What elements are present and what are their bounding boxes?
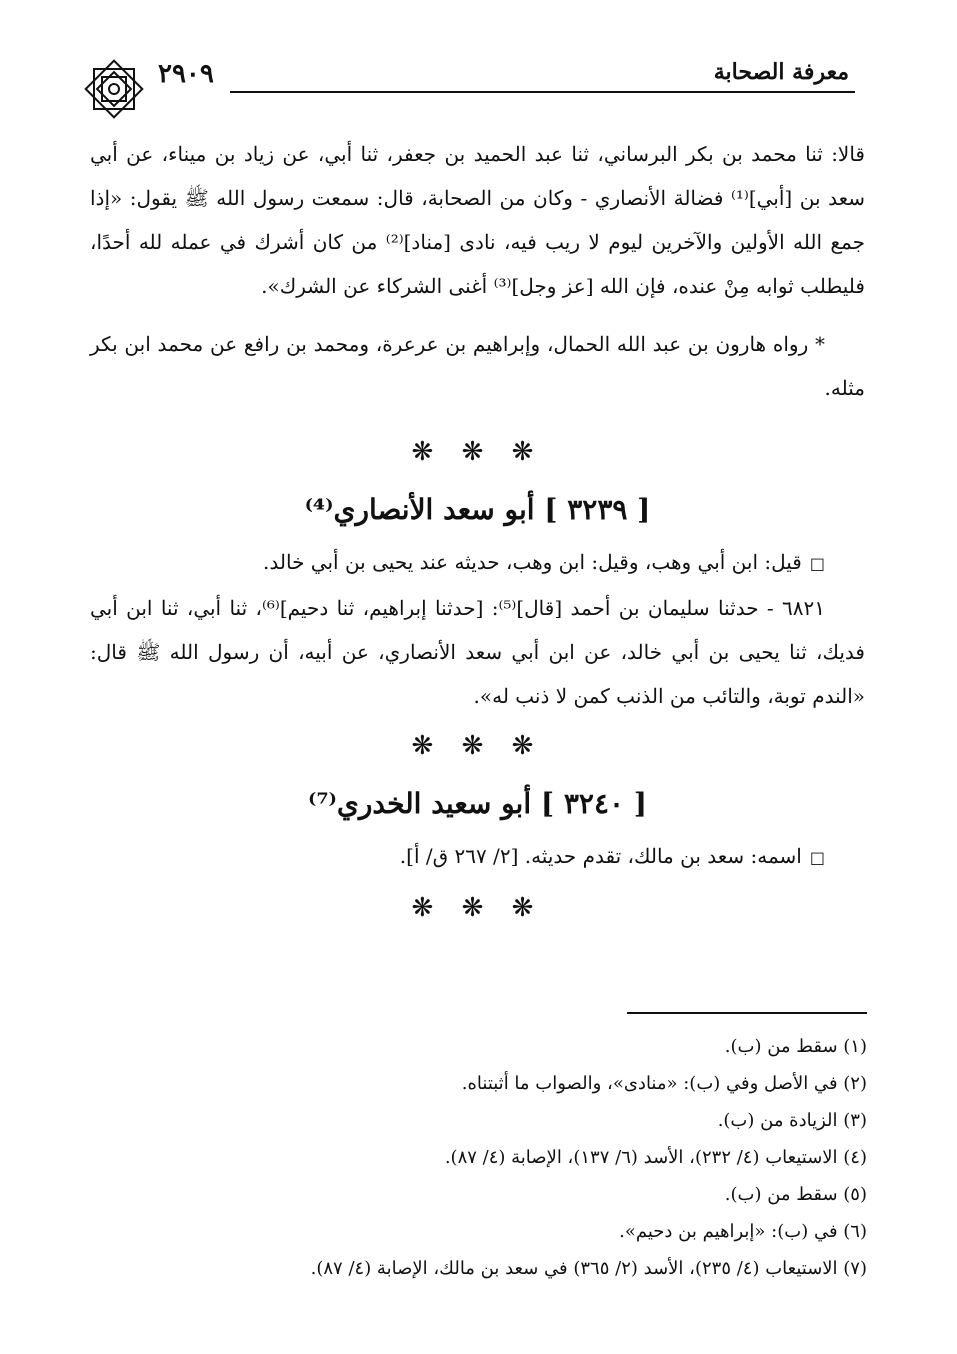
page-number: ٢٩٠٩ — [158, 59, 214, 89]
header-rule — [230, 91, 855, 93]
footnote-rule — [627, 1012, 867, 1014]
square-bullet-icon: □ — [809, 848, 825, 867]
footnotes — [92, 1012, 867, 1287]
entry-heading-3240: [ ٣٢٤٠ ] أبو سعيد الخدري⁽⁷⁾ — [307, 787, 648, 820]
ornament-icon — [80, 55, 148, 123]
footnote-7: (٧) الاستيعاب (٤/ ٢٣٥)، الأسد (٢/ ٣٦٥) في سعد بن مالك، الإصابة (٤/ ٨٧). — [310, 1258, 867, 1279]
entry-intro-3239: □قيل: ابن أبي وهب، وقيل: ابن وهب، حديثه عند يحيى بن أبي خالد. — [263, 550, 825, 574]
page-header — [80, 55, 855, 115]
footnote-1: (١) سقط من (ب). — [724, 1036, 867, 1057]
hadith-paragraph-1: قالا: ثنا محمد بن بكر البرساني، ثنا عبد الحميد بن جعفر، ثنا أبي، عن زياد بن ميناء، عن أبي سعد بن [أبي]⁽¹⁾ فضالة الأنصاري - وكان من الصحابة، قال: سمعت رسول الله ﷺ يقول: «إذا جمع الله الأولين والآخرين ليوم لا ريب فيه، نادى [مناد]⁽²⁾ من كان أشرك في عمله لله أحدًا، فليطلب ثوابه مِنْ عنده، فإن الله [عز وجل]⁽³⁾ أغنى الشركاء عن الشرك». — [90, 142, 865, 298]
footnote-6: (٦) في (ب): «إبراهيم بن دحيم». — [619, 1221, 867, 1242]
section-separator: ❋ ❋ ❋ — [411, 437, 544, 467]
entry-heading-3239: [ ٣٢٣٩ ] أبو سعد الأنصاري⁽⁴⁾ — [304, 493, 651, 526]
entry-intro-3240: □اسمه: سعد بن مالك، تقدم حديثه. [٢/ ٢٦٧ ق/ أ]. — [399, 844, 825, 868]
main-text — [90, 132, 865, 936]
footnote-3: (٣) الزيادة من (ب). — [717, 1110, 867, 1131]
narration-note: * رواه هارون بن عبد الله الحمال، وإبراهيم بن عرعرة، ومحمد بن رافع عن محمد ابن بكر مثله. — [90, 332, 865, 400]
footnote-4: (٤) الاستيعاب (٤/ ٢٣٢)، الأسد (٦/ ١٣٧)، الإصابة (٤/ ٨٧). — [444, 1147, 867, 1168]
footnote-2: (٢) في الأصل وفي (ب): «منادى»، والصواب ما أثبتناه. — [461, 1073, 867, 1094]
square-bullet-icon: □ — [809, 554, 825, 573]
section-separator: ❋ ❋ ❋ — [411, 893, 544, 923]
book-title: معرفة الصحابة — [713, 59, 849, 85]
section-separator: ❋ ❋ ❋ — [411, 731, 544, 761]
footnote-5: (٥) سقط من (ب). — [724, 1184, 867, 1205]
hadith-paragraph-6821: ٦٨٢١ - حدثنا سليمان بن أحمد [قال]⁽⁵⁾: [حدثنا إبراهيم، ثنا دحيم]⁽⁶⁾، ثنا أبي، ثنا ابن أبي فديك، ثنا يحيى بن أبي خالد، عن ابن أبي سعد الأنصاري، عن أبيه، أن رسول الله ﷺ قال: «الندم توبة، والتائب من الذنب كمن لا ذنب له». — [90, 596, 865, 708]
